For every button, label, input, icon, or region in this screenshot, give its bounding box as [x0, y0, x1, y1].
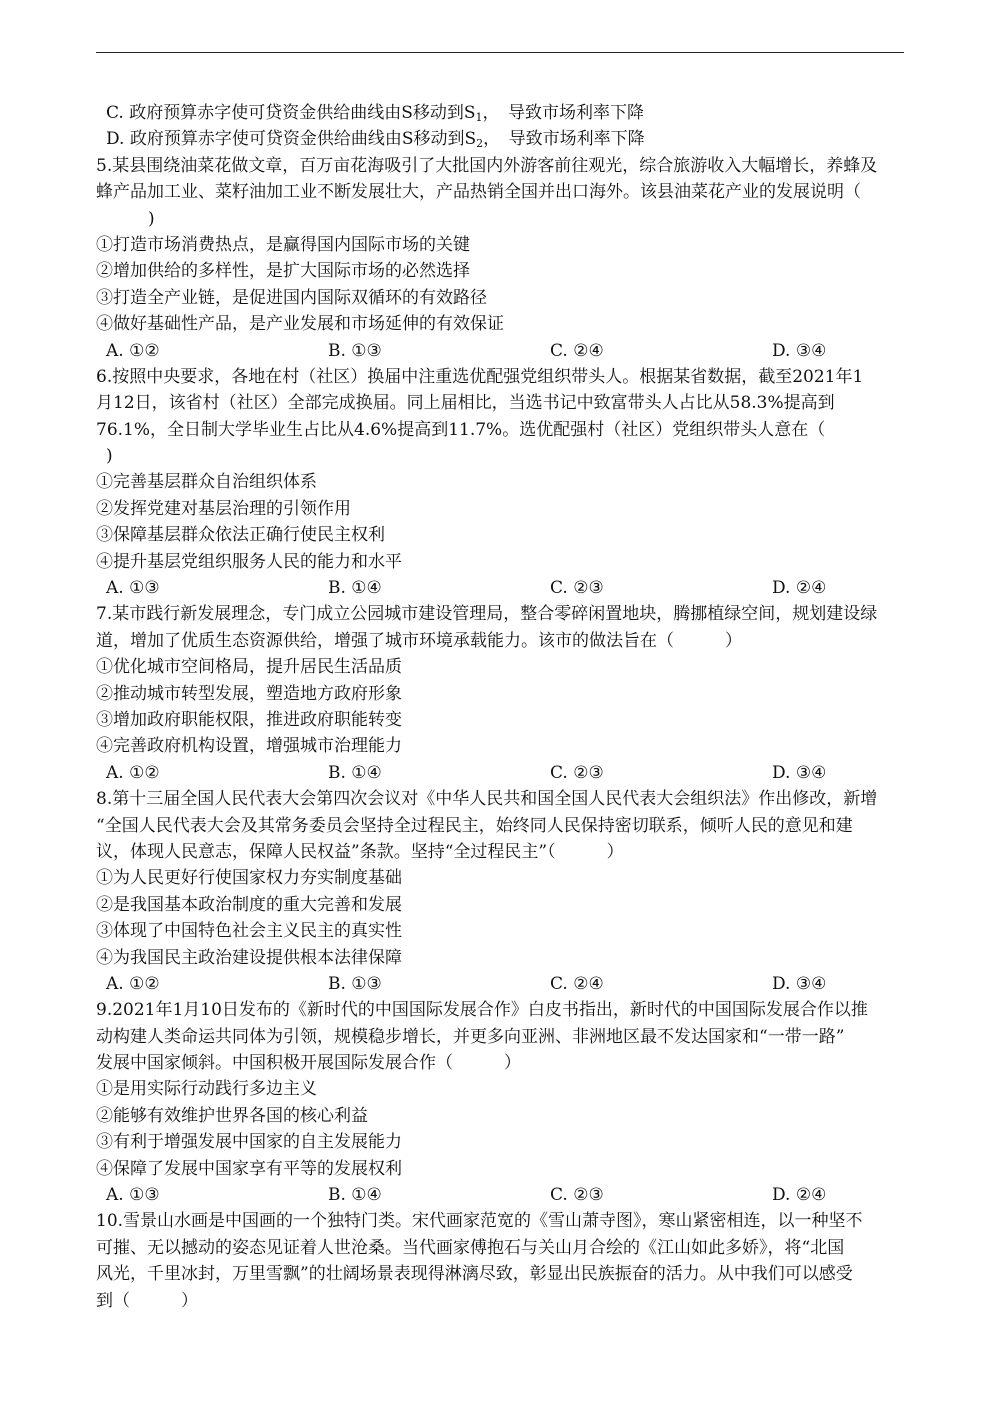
q6-statement: ③保障基层群众依法正确行使民主权利 — [96, 525, 385, 546]
q10-stem-line: 可摧、无以撼动的姿态见证着人世沧桑。当代画家傅抱石与关山月合绘的《江山如此多娇》，将“北国 — [96, 1237, 845, 1258]
question-content — [96, 100, 904, 1314]
q5-stem-line: 5.某县围绕油菜花做文章，百万亩花海吸引了大批国内外游客前往观光，综合旅游收入大幅增长，养蜂及 — [96, 155, 878, 176]
q6-option-d: D. ②④ — [772, 578, 827, 599]
question-6 — [96, 364, 904, 602]
q7-stem-line: 7.某市践行新发展理念，专门成立公园城市建设管理局，整合零碎闲置地块，腾挪植绿空间，规划建设绿 — [96, 604, 878, 625]
question-7 — [96, 601, 904, 786]
q8-stem-line: 8.第十三届全国人民代表大会第四次会议对《中华人民共和国全国人民代表大会组织法》作出修改，新增 — [96, 789, 878, 810]
q6-options — [96, 575, 904, 601]
q5-statement: ①打造市场消费热点，是赢得国内国际市场的关键 — [96, 234, 470, 255]
question-8 — [96, 786, 904, 997]
q10-stem-line: 风光，千里冰封，万里雪飘”的壮阔场景表现得淋漓尽致，彰显出民族振奋的活力。从中我们可以感受 — [96, 1264, 853, 1285]
q9-stem-line: 9.2021年1月10日发布的《新时代的中国国际发展合作》白皮书指出，新时代的中国国际发展合作以推 — [96, 1000, 868, 1021]
q6-option-b: B. ①④ — [328, 578, 382, 599]
q10-stem-line: 10.雪景山水画是中国画的一个独特门类。宋代画家范宽的《雪山萧寺图》，寒山紧密相连，以一种坚不 — [96, 1211, 863, 1232]
q7-statement: ①优化城市空间格局，提升居民生活品质 — [96, 657, 402, 678]
q4-option-c: C. 政府预算赤字使可贷资金供给曲线由S移动到$S_1$， 导致市场利率下降 — [106, 103, 645, 124]
q5-stem-line: ) — [148, 208, 155, 229]
q9-stem-line: 动构建人类命运共同体为引领，规模稳步增长，并更多向亚洲、非洲地区最不发达国家和“一带一路” — [96, 1026, 845, 1047]
q10-stem-line: 到（ ） — [96, 1290, 198, 1311]
q9-option-a: A. ①③ — [106, 1185, 160, 1206]
q8-option-b: B. ①③ — [328, 973, 382, 994]
q9-statement: ③有利于增强发展中国家的自主发展能力 — [96, 1132, 402, 1153]
q9-statement: ①是用实际行动践行多边主义 — [96, 1079, 317, 1100]
header-rule — [96, 52, 904, 53]
q6-stem-line: 76.1%，全日制大学毕业生占比从4.6%提高到11.7%。选优配强村（社区）党组织带头人意在（ — [96, 419, 826, 440]
q8-stem-line: “全国人民代表大会及其常务委员会坚持全过程民主，始终同人民保持密切联系，倾听人民的意见和建 — [96, 815, 853, 836]
question-10 — [96, 1208, 904, 1314]
q8-option-c: C. ②④ — [550, 973, 604, 994]
q7-statement: ③增加政府职能权限，推进政府职能转变 — [96, 709, 402, 730]
q5-statement: ④做好基础性产品，是产业发展和市场延伸的有效保证 — [96, 314, 504, 335]
q5-statement: ③打造全产业链，是促进国内国际双循环的有效路径 — [96, 287, 487, 308]
q9-options — [96, 1182, 904, 1208]
q6-statement: ①完善基层群众自治组织体系 — [96, 472, 317, 493]
q6-stem-line: 6.按照中央要求，各地在村（社区）换届中注重选优配强党组织带头人。根据某省数据，截至2021年1 — [96, 366, 864, 387]
q7-stem-line: 道，增加了优质生态资源供给，增强了城市环境承载能力。该市的做法旨在（ ） — [96, 630, 742, 651]
q9-option-d: D. ②④ — [772, 1185, 827, 1206]
q5-statement: ②增加供给的多样性，是扩大国际市场的必然选择 — [96, 261, 470, 282]
q8-stem-line: 议，体现人民意志，保障人民权益”条款。坚持“全过程民主”（ ） — [96, 841, 624, 862]
q5-option-c: C. ②④ — [550, 340, 604, 361]
q5-option-a: A. ①② — [106, 340, 160, 361]
question-5 — [96, 153, 904, 364]
q9-option-c: C. ②③ — [550, 1185, 604, 1206]
q7-option-b: B. ①④ — [328, 762, 382, 783]
q8-statement: ④为我国民主政治建设提供根本法律保障 — [96, 947, 402, 968]
q6-stem-line: ) — [106, 446, 113, 467]
q6-statement: ④提升基层党组织服务人民的能力和水平 — [96, 551, 402, 572]
q6-option-a: A. ①③ — [106, 578, 160, 599]
q5-stem-line: 蜂产品加工业、菜籽油加工业不断发展壮大，产品热销全国并出口海外。该县油菜花产业的发展说明（ — [96, 182, 861, 203]
q5-option-d: D. ③④ — [772, 340, 827, 361]
q7-statement: ④完善政府机构设置，增强城市治理能力 — [96, 736, 402, 757]
q8-statement: ②是我国基本政治制度的重大完善和发展 — [96, 894, 402, 915]
q9-statement: ④保障了发展中国家享有平等的发展权利 — [96, 1158, 402, 1179]
q4-option-d: D. 政府预算赤字使可贷资金供给曲线由S移动到$S_2$， 导致市场利率下降 — [106, 129, 645, 151]
q8-option-d: D. ③④ — [772, 973, 827, 994]
q9-statement: ②能够有效维护世界各国的核心利益 — [96, 1105, 368, 1126]
q5-options — [96, 338, 904, 364]
q9-option-b: B. ①④ — [328, 1185, 382, 1206]
q8-options — [96, 971, 904, 997]
q6-option-c: C. ②③ — [550, 578, 604, 599]
q8-statement: ③体现了中国特色社会主义民主的真实性 — [96, 921, 402, 942]
q7-option-a: A. ①② — [106, 762, 160, 783]
question-9 — [96, 997, 904, 1208]
q8-option-a: A. ①② — [106, 973, 160, 994]
q7-options — [96, 760, 904, 786]
q5-option-b: B. ①③ — [328, 340, 382, 361]
q7-option-c: C. ②③ — [550, 762, 604, 783]
q6-stem-line: 月12日，该省村（社区）全部完成换届。同上届相比，当选书记中致富带头人占比从58.3%提高到 — [96, 393, 835, 414]
q6-statement: ②发挥党建对基层治理的引领作用 — [96, 498, 351, 519]
q7-statement: ②推动城市转型发展，塑造地方政府形象 — [96, 683, 402, 704]
q9-stem-line: 发展中国家倾斜。中国积极开展国际发展合作（ ） — [96, 1053, 521, 1074]
q7-option-d: D. ③④ — [772, 762, 827, 783]
q8-statement: ①为人民更好行使国家权力夯实制度基础 — [96, 868, 402, 889]
